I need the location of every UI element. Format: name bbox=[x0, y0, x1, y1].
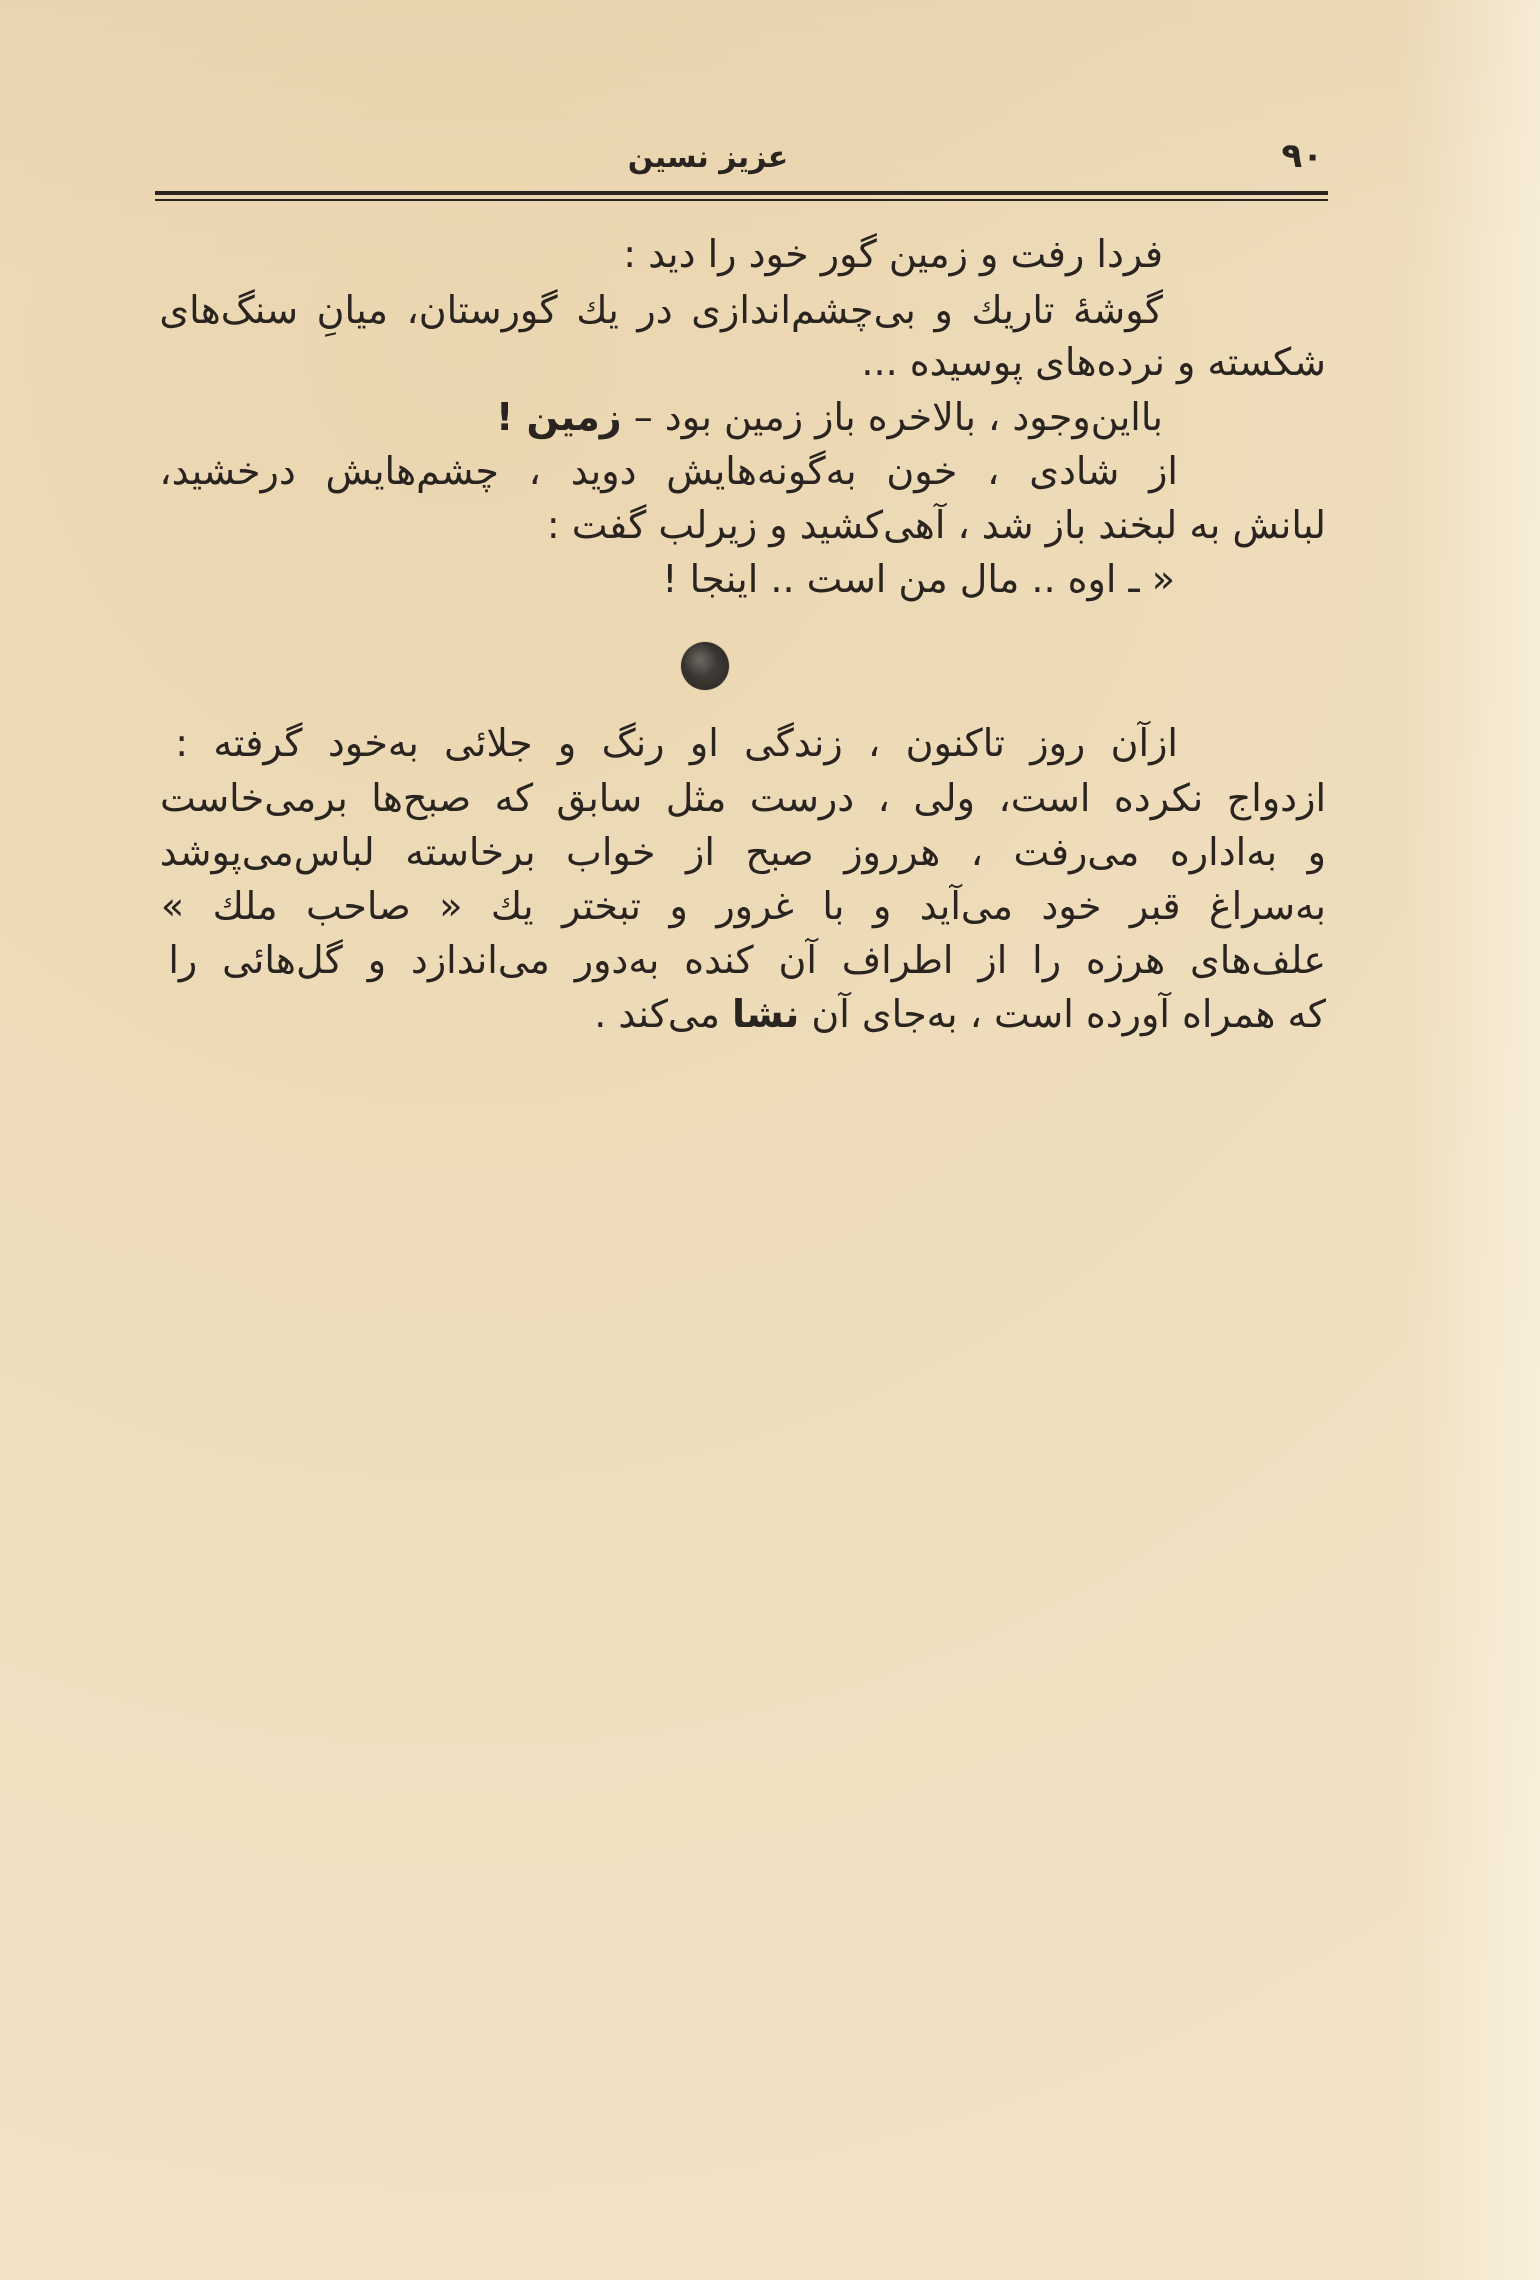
running-head-author: عزیز نسین bbox=[627, 140, 789, 175]
text-line: شکسته و نرده‌های پوسیده ... bbox=[861, 340, 1326, 384]
section-divider-bullet bbox=[681, 642, 729, 690]
text-line: علف‌های هرزه را از اطراف آن کنده به‌دور می‌اندازد و گل‌هائی را bbox=[168, 938, 1326, 982]
emphasized-word: زمین ! bbox=[495, 395, 622, 439]
text-line: و به‌اداره می‌رفت ، هرروز صبح از خواب برخاسته لباس‌می‌پوشد bbox=[159, 830, 1326, 874]
text-line: گوشهٔ تاریك و بی‌چشم‌اندازی در یك گورستان، میانِ سنگ‌های bbox=[159, 288, 1163, 332]
text-line bbox=[157, 987, 1326, 1041]
line-text: بااین‌وجود ، بالاخره باز زمین بود – bbox=[621, 395, 1163, 439]
text-line: ازدواج نکرده است، ولی ، درست مثل سابق که صبح‌ها برمی‌خاست bbox=[160, 776, 1326, 820]
line-text: می‌کند . bbox=[594, 992, 733, 1036]
text-line: به‌سراغ قبر خود می‌آید و با غرور و تبختر یك « صاحب ملك » bbox=[160, 884, 1326, 928]
header-rule-thin bbox=[155, 199, 1328, 201]
text-line: لبانش به لبخند باز شد ، آهی‌کشید و زیرلب گفت : bbox=[546, 503, 1326, 547]
text-line: فردا رفت و زمین گور خود را دید : bbox=[623, 232, 1163, 276]
header-rule-thick bbox=[155, 191, 1328, 195]
emphasized-word: نشا bbox=[732, 992, 800, 1036]
text-line: ازآن روز تاکنون ، زندگی او رنگ و جلائی به‌خود گرفته : bbox=[175, 721, 1178, 765]
text-line bbox=[157, 390, 1163, 444]
page-number: ۹۰ bbox=[1281, 136, 1323, 176]
line-text: که همراه آورده است ، به‌جای آن bbox=[799, 992, 1326, 1036]
text-line: از شادی ، خون به‌گونه‌هایش دوید ، چشم‌هایش درخشید، bbox=[159, 449, 1178, 493]
text-line: « ـ اوه .. مال من است .. اینجا ! bbox=[662, 557, 1175, 601]
